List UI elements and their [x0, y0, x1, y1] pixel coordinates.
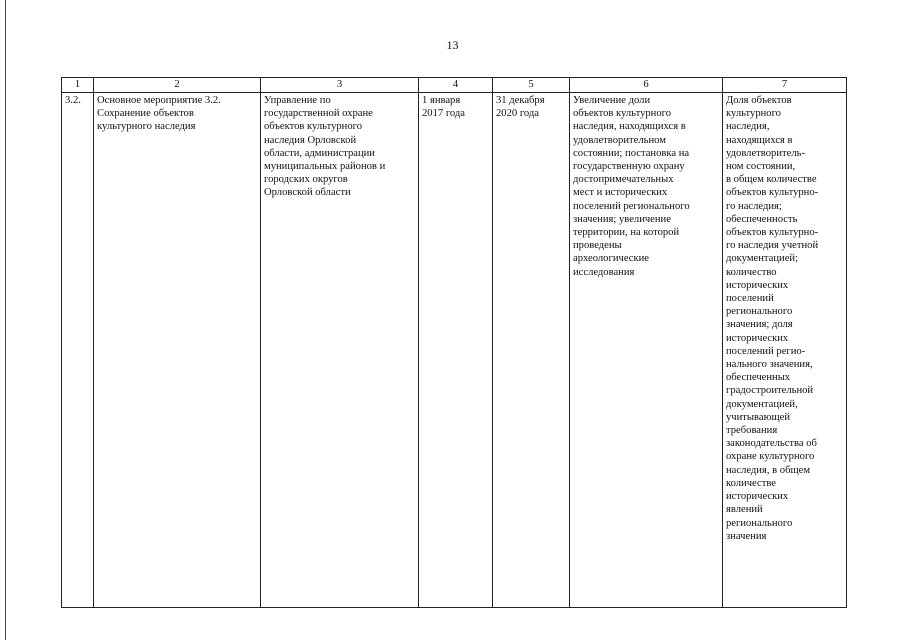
responsible-executor: Управление по государственной охране объектов культурного наследия Орловской области, администрации муниципальных районов и городских округов Орловской области [261, 93, 419, 608]
start-date: 1 января 2017 года [419, 93, 493, 608]
header-col-4: 4 [419, 78, 493, 93]
target-indicators: Доля объектов культурного наследия, находящихся в удовлетворитель- ном состоянии, в общем количестве объектов культурно- го наследия; обеспеченность объектов культурно- го наследия учетной документацией; количество исторических поселений регионального значения; доля исторических поселений регио- нального значения, обеспеченных градостроительной документацией, учитывающей требования законодательства об охране культурного наследия, в общем количестве исторических явлений регионального значения [723, 93, 847, 608]
header-col-5: 5 [493, 78, 570, 93]
header-col-2: 2 [94, 78, 261, 93]
page-number: 13 [446, 38, 459, 52]
table-row [62, 93, 847, 608]
row-number: 3.2. [62, 93, 94, 608]
program-measures-table [61, 77, 847, 608]
expected-result: Увеличение доли объектов культурного наследия, находящихся в удовлетворительном состоянии; постановка на государственную охрану достопримечательных мест и исторических поселений регионального значения; увеличение территории, на которой проведены археологические исследования [570, 93, 723, 608]
header-col-3: 3 [261, 78, 419, 93]
header-row [62, 78, 847, 93]
page-left-edge-line [5, 0, 6, 640]
header-col-1: 1 [62, 78, 94, 93]
end-date: 31 декабря 2020 года [493, 93, 570, 608]
measure-name: Основное мероприятие 3.2. Сохранение объектов культурного наследия [94, 93, 261, 608]
header-col-7: 7 [723, 78, 847, 93]
header-col-6: 6 [570, 78, 723, 93]
